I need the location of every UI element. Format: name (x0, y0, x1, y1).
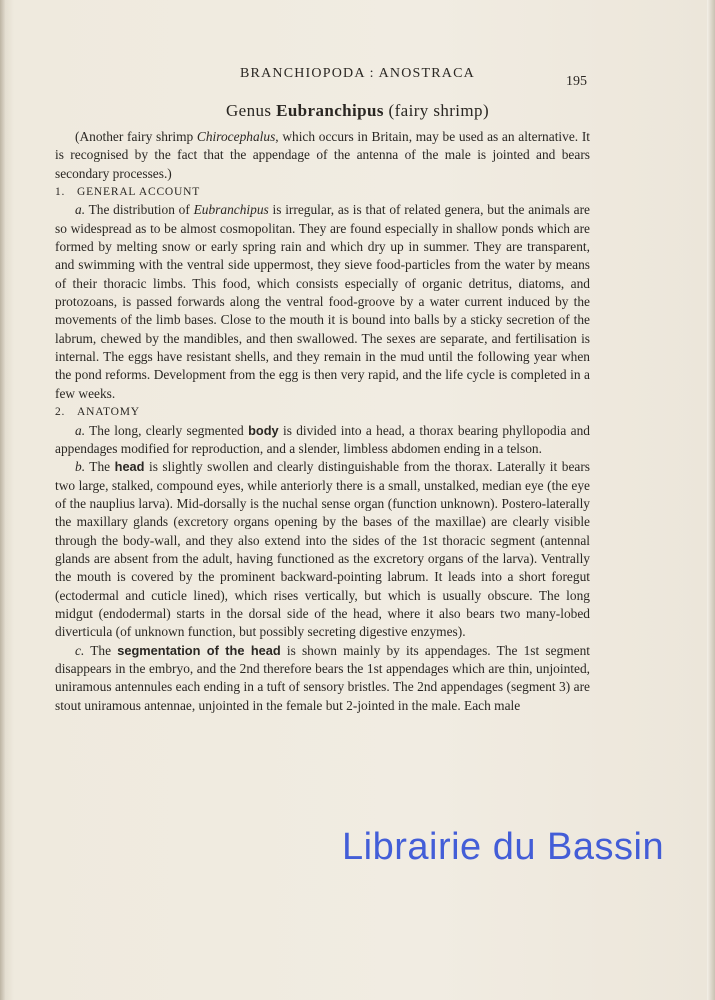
page-gutter-shadow (0, 0, 6, 1000)
anatomy-a-text-2: is divided into a head, a thorax bearing phyllopodia and appendages modified for reproduction, and a slender, limbless abdomen ending in a telson. (55, 422, 590, 456)
body-text (55, 128, 590, 715)
anatomy-b-bold-term: head (114, 459, 145, 475)
anatomy-b-text-1: The (85, 459, 115, 475)
anatomy-paragraph-c (55, 642, 590, 715)
running-head: BRANCHIOPODA : ANOSTRACA (240, 66, 475, 81)
paragraph-label-a: a. (75, 202, 86, 218)
section-1-title: GENERAL ACCOUNT (77, 186, 201, 199)
anatomy-a-text-1: The long, clearly segmented (85, 422, 249, 438)
genus-title-name: Eubranchipus (276, 101, 384, 120)
genus-title-suffix: (fairy shrimp) (383, 101, 490, 120)
general-account-paragraph-a (55, 201, 590, 403)
genus-title (0, 101, 715, 121)
general-account-text-2: is irregular, as is that of related genera, but the animals are so widespread as to be almost cosmopolitan. They are found especially in shallow ponds which are formed by melting snow or early spring rain and which dry up in summer. They are transparent, and swimming with the ventral side uppermost, they sieve food-particles from the water by means of their thoracic limbs. This food, which consists especially of organic detritus, diatoms, and protozoans, is passed forwards along the ventral food-groove by a water current induced by the movements of the limb bases. Close to the mouth it is bound into balls by a sticky secretion of the labrum, chewed by the mandibles, and then swallowed. The sexes are separate, and fertilisation is internal. The eggs have resistant shells, and they remain in the mud until the following year when the pond reforms. Development from the egg is then very rapid, and the life cycle is completed in a few weeks. (55, 202, 590, 401)
anatomy-a-bold-term: body (248, 422, 279, 438)
page-edge (707, 0, 715, 1000)
section-2-title: ANATOMY (77, 406, 140, 419)
general-account-genus: Eubranchipus (193, 202, 269, 218)
anatomy-c-bold-term: segmentation of the head (117, 642, 281, 658)
anatomy-b-text-2: is slightly swollen and clearly distinguishable from the thorax. Laterally it bears two large, stalked, compound eyes, while anteriorly there is a small, unstalked, median eye (the eye of the nauplius larva). Mid-dorsally is the nuchal sense organ (function unknown). Postero-laterally the maxillary glands (excretory organs opening by the bases of the maxillae) are clearly visible through the body-wall, and they also extend into the sides of the 1st thoracic segment (antennal glands are absent from the adult, having functioned as the excretory organs of the larva). Ventrally the mouth is covered by the prominent backward-pointing labrum. It leads into a short foregut (ectodermal and cuticle lined), which rises vertically, but which is usually obscure. The long midgut (endodermal) starts in the dorsal side of the head, where it also bears two many-lobed diverticula (of unknown function, but possibly secreting digestive enzymes). (55, 459, 590, 640)
seller-watermark: Librairie du Bassin (342, 826, 665, 868)
general-account-text-1: The distribution of (85, 202, 194, 218)
anatomy-paragraph-b (55, 458, 590, 641)
intro-text-1: (Another fairy shrimp (75, 129, 197, 144)
section-heading-anatomy (55, 403, 590, 421)
intro-genus: Chirocephalus (196, 129, 276, 144)
intro-text-2: , which occurs in Britain, may be used as an alternative. It is recognised by the fact that the appendage of the antenna of the male is jointed and bears secondary processes.) (55, 129, 590, 181)
section-2-number: 2. (55, 406, 66, 419)
genus-title-prefix: Genus (225, 101, 277, 120)
page-number: 195 (566, 74, 587, 89)
paragraph-label-b: b. (75, 459, 86, 475)
anatomy-paragraph-a (55, 422, 590, 459)
section-heading-general-account (55, 183, 590, 201)
paragraph-label-a: a. (75, 422, 86, 438)
section-1-number: 1. (55, 186, 66, 199)
anatomy-c-text-2: is shown mainly by its appendages. The 1st segment disappears in the embryo, and the 2nd therefore bears the 1st appendages which are thin, unjointed, uniramous antennules each ending in a tuft of sensory bristles. The 2nd appendages (segment 3) are stout uniramous antennae, unjointed in the female but 2-jointed in the male. Each male (55, 642, 590, 713)
anatomy-c-text-1: The (84, 642, 118, 658)
paragraph-label-c: c. (75, 642, 85, 658)
intro-paragraph (55, 128, 590, 183)
